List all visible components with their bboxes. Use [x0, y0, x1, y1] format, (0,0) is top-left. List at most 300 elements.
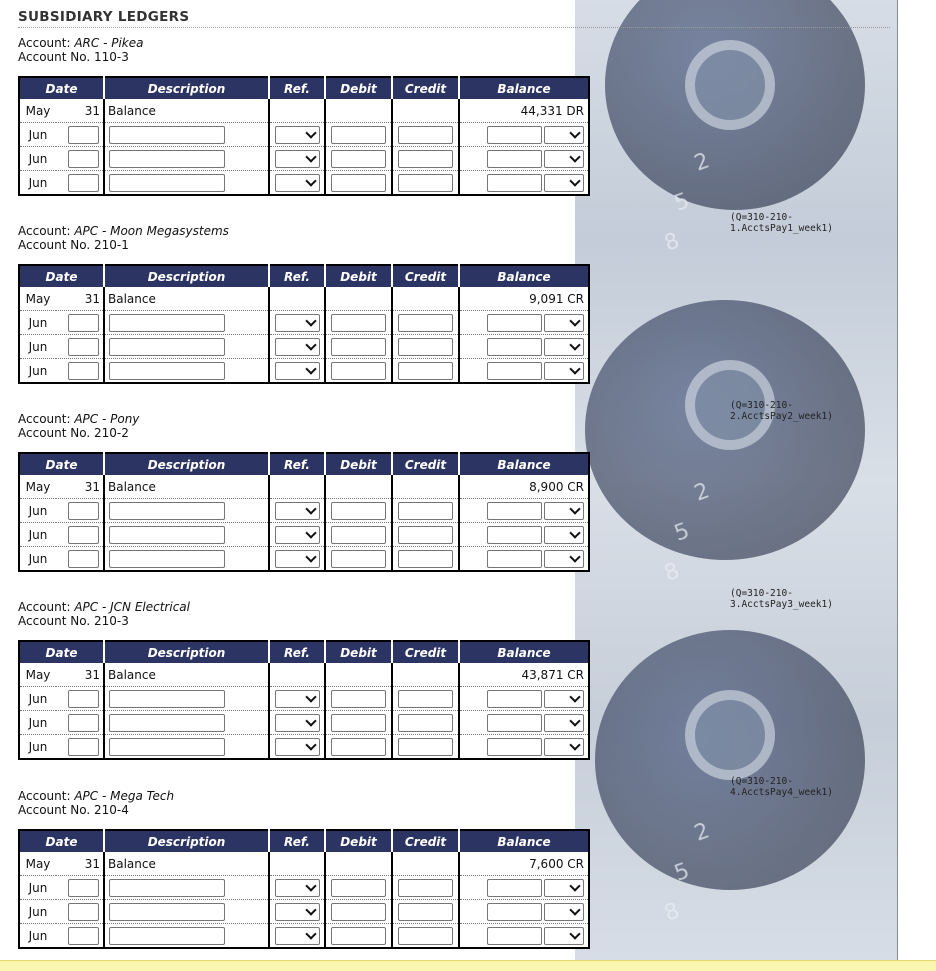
entry-row — [19, 123, 589, 147]
balance-type-select[interactable] — [544, 502, 584, 520]
chevron-down-icon — [305, 363, 316, 374]
chevron-down-icon — [305, 503, 316, 514]
col-header: Credit — [392, 830, 459, 852]
opening-day: 31 — [56, 287, 104, 311]
balance-type-select[interactable] — [544, 879, 584, 897]
debit-input[interactable] — [331, 502, 386, 520]
question-reference: (Q=310-210-4.AcctsPay4_week1) — [730, 776, 833, 798]
balance-type-select[interactable] — [544, 690, 584, 708]
ref-cell — [269, 311, 325, 335]
chevron-down-icon — [305, 928, 316, 939]
account-name-line — [18, 789, 898, 803]
balance-cell — [459, 711, 589, 735]
entry-row — [19, 147, 589, 171]
balance-type-select[interactable] — [544, 150, 584, 168]
description-input[interactable] — [109, 550, 225, 568]
chevron-down-icon — [305, 715, 316, 726]
ledger-header-row — [19, 453, 589, 475]
chevron-down-icon — [569, 928, 580, 939]
opening-ref — [269, 287, 325, 311]
ref-cell — [269, 924, 325, 949]
chevron-down-icon — [305, 315, 316, 326]
col-header: Balance — [459, 830, 589, 852]
balance-input[interactable] — [487, 174, 542, 192]
debit-input[interactable] — [331, 903, 386, 921]
description-input[interactable] — [109, 714, 225, 732]
description-input[interactable] — [109, 526, 225, 544]
description-input[interactable] — [109, 738, 225, 756]
chevron-down-icon — [569, 127, 580, 138]
credit-cell — [392, 924, 459, 949]
entry-month: Jun — [19, 687, 56, 711]
credit-input[interactable] — [398, 903, 453, 921]
account-number-line — [18, 426, 898, 440]
col-header: Balance — [459, 453, 589, 475]
notice-bar — [0, 960, 936, 971]
opening-balance: 9,091 CR — [459, 287, 589, 311]
debit-input[interactable] — [331, 879, 386, 897]
credit-input[interactable] — [398, 338, 453, 356]
debit-cell — [325, 359, 392, 384]
ledger-table — [18, 452, 590, 572]
opening-description: Balance — [104, 852, 269, 876]
day-input[interactable] — [68, 927, 99, 945]
question-reference: (Q=310-210-2.AcctsPay2_week1) — [730, 400, 833, 422]
credit-input[interactable] — [398, 150, 453, 168]
entry-row — [19, 335, 589, 359]
day-input[interactable] — [68, 714, 99, 732]
credit-cell — [392, 735, 459, 760]
description-input[interactable] — [109, 338, 225, 356]
day-cell — [56, 147, 104, 171]
opening-description: Balance — [104, 663, 269, 687]
col-header: Ref. — [269, 453, 325, 475]
balance-input[interactable] — [487, 927, 542, 945]
col-header: Description — [104, 830, 269, 852]
entry-month: Jun — [19, 311, 56, 335]
entry-row — [19, 499, 589, 523]
debit-cell — [325, 311, 392, 335]
day-input[interactable] — [68, 362, 99, 380]
day-cell — [56, 900, 104, 924]
col-header: Credit — [392, 77, 459, 99]
entry-month: Jun — [19, 499, 56, 523]
day-input[interactable] — [68, 314, 99, 332]
debit-input[interactable] — [331, 126, 386, 144]
opening-debit — [325, 663, 392, 687]
account-name: APC - Moon Megasystems — [74, 224, 229, 238]
entry-row — [19, 171, 589, 196]
credit-input[interactable] — [398, 927, 453, 945]
chevron-down-icon — [569, 151, 580, 162]
account-label: Account: — [18, 224, 71, 238]
balance-type-select[interactable] — [544, 714, 584, 732]
debit-input[interactable] — [331, 362, 386, 380]
account-number-label: Account No. — [18, 803, 91, 817]
chevron-down-icon — [305, 175, 316, 186]
chevron-down-icon — [305, 904, 316, 915]
credit-input[interactable] — [398, 550, 453, 568]
chevron-down-icon — [569, 551, 580, 562]
balance-input[interactable] — [487, 690, 542, 708]
entry-month: Jun — [28, 551, 48, 566]
balance-input[interactable] — [487, 150, 542, 168]
col-header: Description — [104, 453, 269, 475]
balance-cell — [459, 924, 589, 949]
balance-cell — [459, 359, 589, 384]
opening-debit — [325, 287, 392, 311]
description-cell — [104, 499, 269, 523]
col-header: Description — [104, 265, 269, 287]
ref-select[interactable] — [275, 879, 320, 897]
col-header: Description — [104, 77, 269, 99]
debit-cell — [325, 523, 392, 547]
balance-input[interactable] — [487, 550, 542, 568]
balance-type-select[interactable] — [544, 526, 584, 544]
entry-month: Jun — [28, 363, 48, 378]
description-input[interactable] — [109, 927, 225, 945]
col-header: Ref. — [269, 641, 325, 663]
col-header-date: Date — [19, 641, 104, 663]
debit-input[interactable] — [331, 314, 386, 332]
col-header: Balance — [459, 265, 589, 287]
description-input[interactable] — [109, 314, 225, 332]
col-header: Debit — [325, 265, 392, 287]
opening-balance-row — [19, 852, 589, 876]
opening-debit — [325, 852, 392, 876]
entry-row — [19, 900, 589, 924]
ref-select[interactable] — [275, 526, 320, 544]
account-number-line — [18, 614, 898, 628]
entry-month: Jun — [19, 523, 56, 547]
ledger-header-row — [19, 265, 589, 287]
ref-select[interactable] — [275, 362, 320, 380]
ref-cell — [269, 687, 325, 711]
balance-cell — [459, 123, 589, 147]
credit-cell — [392, 900, 459, 924]
description-cell — [104, 711, 269, 735]
account-name-line — [18, 224, 898, 238]
credit-cell — [392, 123, 459, 147]
chevron-down-icon — [305, 880, 316, 891]
balance-cell — [459, 687, 589, 711]
description-input[interactable] — [109, 362, 225, 380]
balance-input[interactable] — [487, 314, 542, 332]
account-name-line — [18, 36, 898, 50]
ref-cell — [269, 547, 325, 572]
col-header: Credit — [392, 265, 459, 287]
opening-credit — [392, 663, 459, 687]
entry-row — [19, 523, 589, 547]
balance-input[interactable] — [487, 362, 542, 380]
account-label: Account: — [18, 600, 71, 614]
ledger-table — [18, 76, 590, 196]
col-header: Credit — [392, 453, 459, 475]
day-input[interactable] — [68, 550, 99, 568]
chevron-down-icon — [569, 691, 580, 702]
opening-credit — [392, 475, 459, 499]
opening-description: Balance — [104, 287, 269, 311]
credit-input[interactable] — [398, 126, 453, 144]
credit-input[interactable] — [398, 738, 453, 756]
col-header-date: Date — [19, 830, 104, 852]
credit-input[interactable] — [398, 362, 453, 380]
description-input[interactable] — [109, 174, 225, 192]
day-cell — [56, 711, 104, 735]
balance-cell — [459, 900, 589, 924]
description-input[interactable] — [109, 150, 225, 168]
credit-cell — [392, 523, 459, 547]
chevron-down-icon — [305, 339, 316, 350]
opening-day: 31 — [56, 663, 104, 687]
debit-cell — [325, 499, 392, 523]
ref-select[interactable] — [275, 690, 320, 708]
col-header: Debit — [325, 641, 392, 663]
account-number-line — [18, 238, 898, 252]
description-input[interactable] — [109, 126, 225, 144]
debit-cell — [325, 147, 392, 171]
day-input[interactable] — [68, 738, 99, 756]
description-cell — [104, 735, 269, 760]
debit-input[interactable] — [331, 150, 386, 168]
credit-cell — [392, 335, 459, 359]
entry-month: Jun — [19, 876, 56, 900]
chevron-down-icon — [569, 339, 580, 350]
question-reference: (Q=310-210-3.AcctsPay3_week1) — [730, 588, 833, 610]
opening-month: May — [19, 99, 56, 123]
opening-debit — [325, 475, 392, 499]
ledger-header-row — [19, 77, 589, 99]
account-number: 210-4 — [94, 803, 129, 817]
opening-credit — [392, 852, 459, 876]
opening-credit — [392, 99, 459, 123]
description-cell — [104, 147, 269, 171]
balance-input[interactable] — [487, 502, 542, 520]
credit-cell — [392, 876, 459, 900]
account-number-label: Account No. — [18, 238, 91, 252]
credit-input[interactable] — [398, 314, 453, 332]
balance-type-select[interactable] — [544, 338, 584, 356]
debit-cell — [325, 687, 392, 711]
account-number-label: Account No. — [18, 426, 91, 440]
debit-input[interactable] — [331, 174, 386, 192]
chevron-down-icon — [569, 739, 580, 750]
balance-input[interactable] — [487, 738, 542, 756]
col-header-date: Date — [19, 77, 104, 99]
ref-cell — [269, 171, 325, 196]
day-input[interactable] — [68, 690, 99, 708]
balance-type-select[interactable] — [544, 314, 584, 332]
description-input[interactable] — [109, 903, 225, 921]
debit-cell — [325, 876, 392, 900]
account-number-label: Account No. — [18, 614, 91, 628]
credit-input[interactable] — [398, 502, 453, 520]
balance-type-select[interactable] — [544, 126, 584, 144]
credit-input[interactable] — [398, 526, 453, 544]
ref-select[interactable] — [275, 338, 320, 356]
opening-month: May — [19, 852, 56, 876]
account-name: APC - Pony — [74, 412, 140, 426]
ref-cell — [269, 523, 325, 547]
ref-cell — [269, 123, 325, 147]
credit-cell — [392, 311, 459, 335]
account-number-line — [18, 50, 898, 64]
opening-balance-row — [19, 99, 589, 123]
entry-row — [19, 924, 589, 949]
description-input[interactable] — [109, 502, 225, 520]
opening-day: 31 — [56, 852, 104, 876]
balance-type-select[interactable] — [544, 174, 584, 192]
day-input[interactable] — [68, 338, 99, 356]
entry-row — [19, 711, 589, 735]
ref-select[interactable] — [275, 174, 320, 192]
debit-input[interactable] — [331, 338, 386, 356]
balance-type-select[interactable] — [544, 927, 584, 945]
col-header: Ref. — [269, 265, 325, 287]
description-cell — [104, 924, 269, 949]
account-number-label: Account No. — [18, 50, 91, 64]
balance-input[interactable] — [487, 126, 542, 144]
col-header-date: Date — [19, 265, 104, 287]
day-cell — [56, 523, 104, 547]
day-cell — [56, 735, 104, 760]
debit-cell — [325, 711, 392, 735]
opening-description: Balance — [104, 99, 269, 123]
ref-cell — [269, 147, 325, 171]
ref-select[interactable] — [275, 126, 320, 144]
opening-balance-row — [19, 475, 589, 499]
entry-month: Jun — [28, 739, 48, 754]
ref-select[interactable] — [275, 502, 320, 520]
description-cell — [104, 311, 269, 335]
day-input[interactable] — [68, 903, 99, 921]
entry-row — [19, 359, 589, 384]
credit-input[interactable] — [398, 690, 453, 708]
balance-type-select[interactable] — [544, 550, 584, 568]
opening-ref — [269, 99, 325, 123]
ref-cell — [269, 900, 325, 924]
debit-input[interactable] — [331, 738, 386, 756]
debit-input[interactable] — [331, 714, 386, 732]
ref-select[interactable] — [275, 314, 320, 332]
debit-cell — [325, 924, 392, 949]
credit-input[interactable] — [398, 174, 453, 192]
col-header: Debit — [325, 830, 392, 852]
account-number-line — [18, 803, 898, 817]
entry-row — [19, 735, 589, 760]
balance-cell — [459, 171, 589, 196]
entry-row — [19, 311, 589, 335]
opening-day: 31 — [56, 475, 104, 499]
entry-month: Jun — [19, 147, 56, 171]
chevron-down-icon — [569, 363, 580, 374]
opening-balance: 43,871 CR — [459, 663, 589, 687]
col-header: Credit — [392, 641, 459, 663]
opening-ref — [269, 852, 325, 876]
description-cell — [104, 123, 269, 147]
credit-cell — [392, 547, 459, 572]
day-input[interactable] — [68, 879, 99, 897]
opening-balance: 8,900 CR — [459, 475, 589, 499]
balance-cell — [459, 876, 589, 900]
account-number: 110-3 — [94, 50, 129, 64]
debit-cell — [325, 900, 392, 924]
balance-cell — [459, 735, 589, 760]
balance-input[interactable] — [487, 338, 542, 356]
ref-select[interactable] — [275, 903, 320, 921]
ref-select[interactable] — [275, 150, 320, 168]
balance-input[interactable] — [487, 903, 542, 921]
ref-select[interactable] — [275, 550, 320, 568]
debit-cell — [325, 171, 392, 196]
ref-select[interactable] — [275, 927, 320, 945]
chevron-down-icon — [569, 715, 580, 726]
balance-input[interactable] — [487, 526, 542, 544]
chevron-down-icon — [569, 904, 580, 915]
description-cell — [104, 523, 269, 547]
chevron-down-icon — [305, 527, 316, 538]
debit-cell — [325, 335, 392, 359]
balance-type-select[interactable] — [544, 903, 584, 921]
balance-input[interactable] — [487, 714, 542, 732]
balance-cell — [459, 547, 589, 572]
description-input[interactable] — [109, 690, 225, 708]
balance-type-select[interactable] — [544, 738, 584, 756]
ref-select[interactable] — [275, 714, 320, 732]
day-cell — [56, 876, 104, 900]
debit-input[interactable] — [331, 690, 386, 708]
entry-row — [19, 876, 589, 900]
ref-select[interactable] — [275, 738, 320, 756]
entry-month: Jun — [19, 123, 56, 147]
entry-month: Jun — [19, 335, 56, 359]
col-header: Balance — [459, 641, 589, 663]
col-header: Ref. — [269, 830, 325, 852]
opening-day: 31 — [56, 99, 104, 123]
debit-input[interactable] — [331, 526, 386, 544]
balance-type-select[interactable] — [544, 362, 584, 380]
credit-input[interactable] — [398, 714, 453, 732]
credit-cell — [392, 687, 459, 711]
ref-cell — [269, 876, 325, 900]
credit-cell — [392, 359, 459, 384]
opening-description: Balance — [104, 475, 269, 499]
day-input[interactable] — [68, 126, 99, 144]
day-input[interactable] — [68, 502, 99, 520]
day-input[interactable] — [68, 526, 99, 544]
day-cell — [56, 335, 104, 359]
ref-cell — [269, 735, 325, 760]
balance-input[interactable] — [487, 879, 542, 897]
main-content — [18, 9, 898, 28]
debit-input[interactable] — [331, 927, 386, 945]
day-input[interactable] — [68, 150, 99, 168]
opening-month: May — [19, 475, 56, 499]
account-name: APC - Mega Tech — [74, 789, 175, 803]
balance-cell — [459, 311, 589, 335]
debit-cell — [325, 547, 392, 572]
description-input[interactable] — [109, 879, 225, 897]
entry-row — [19, 547, 589, 572]
day-cell — [56, 359, 104, 384]
credit-input[interactable] — [398, 879, 453, 897]
debit-input[interactable] — [331, 550, 386, 568]
ref-cell — [269, 359, 325, 384]
credit-cell — [392, 171, 459, 196]
day-input[interactable] — [68, 174, 99, 192]
description-cell — [104, 359, 269, 384]
col-header: Debit — [325, 77, 392, 99]
